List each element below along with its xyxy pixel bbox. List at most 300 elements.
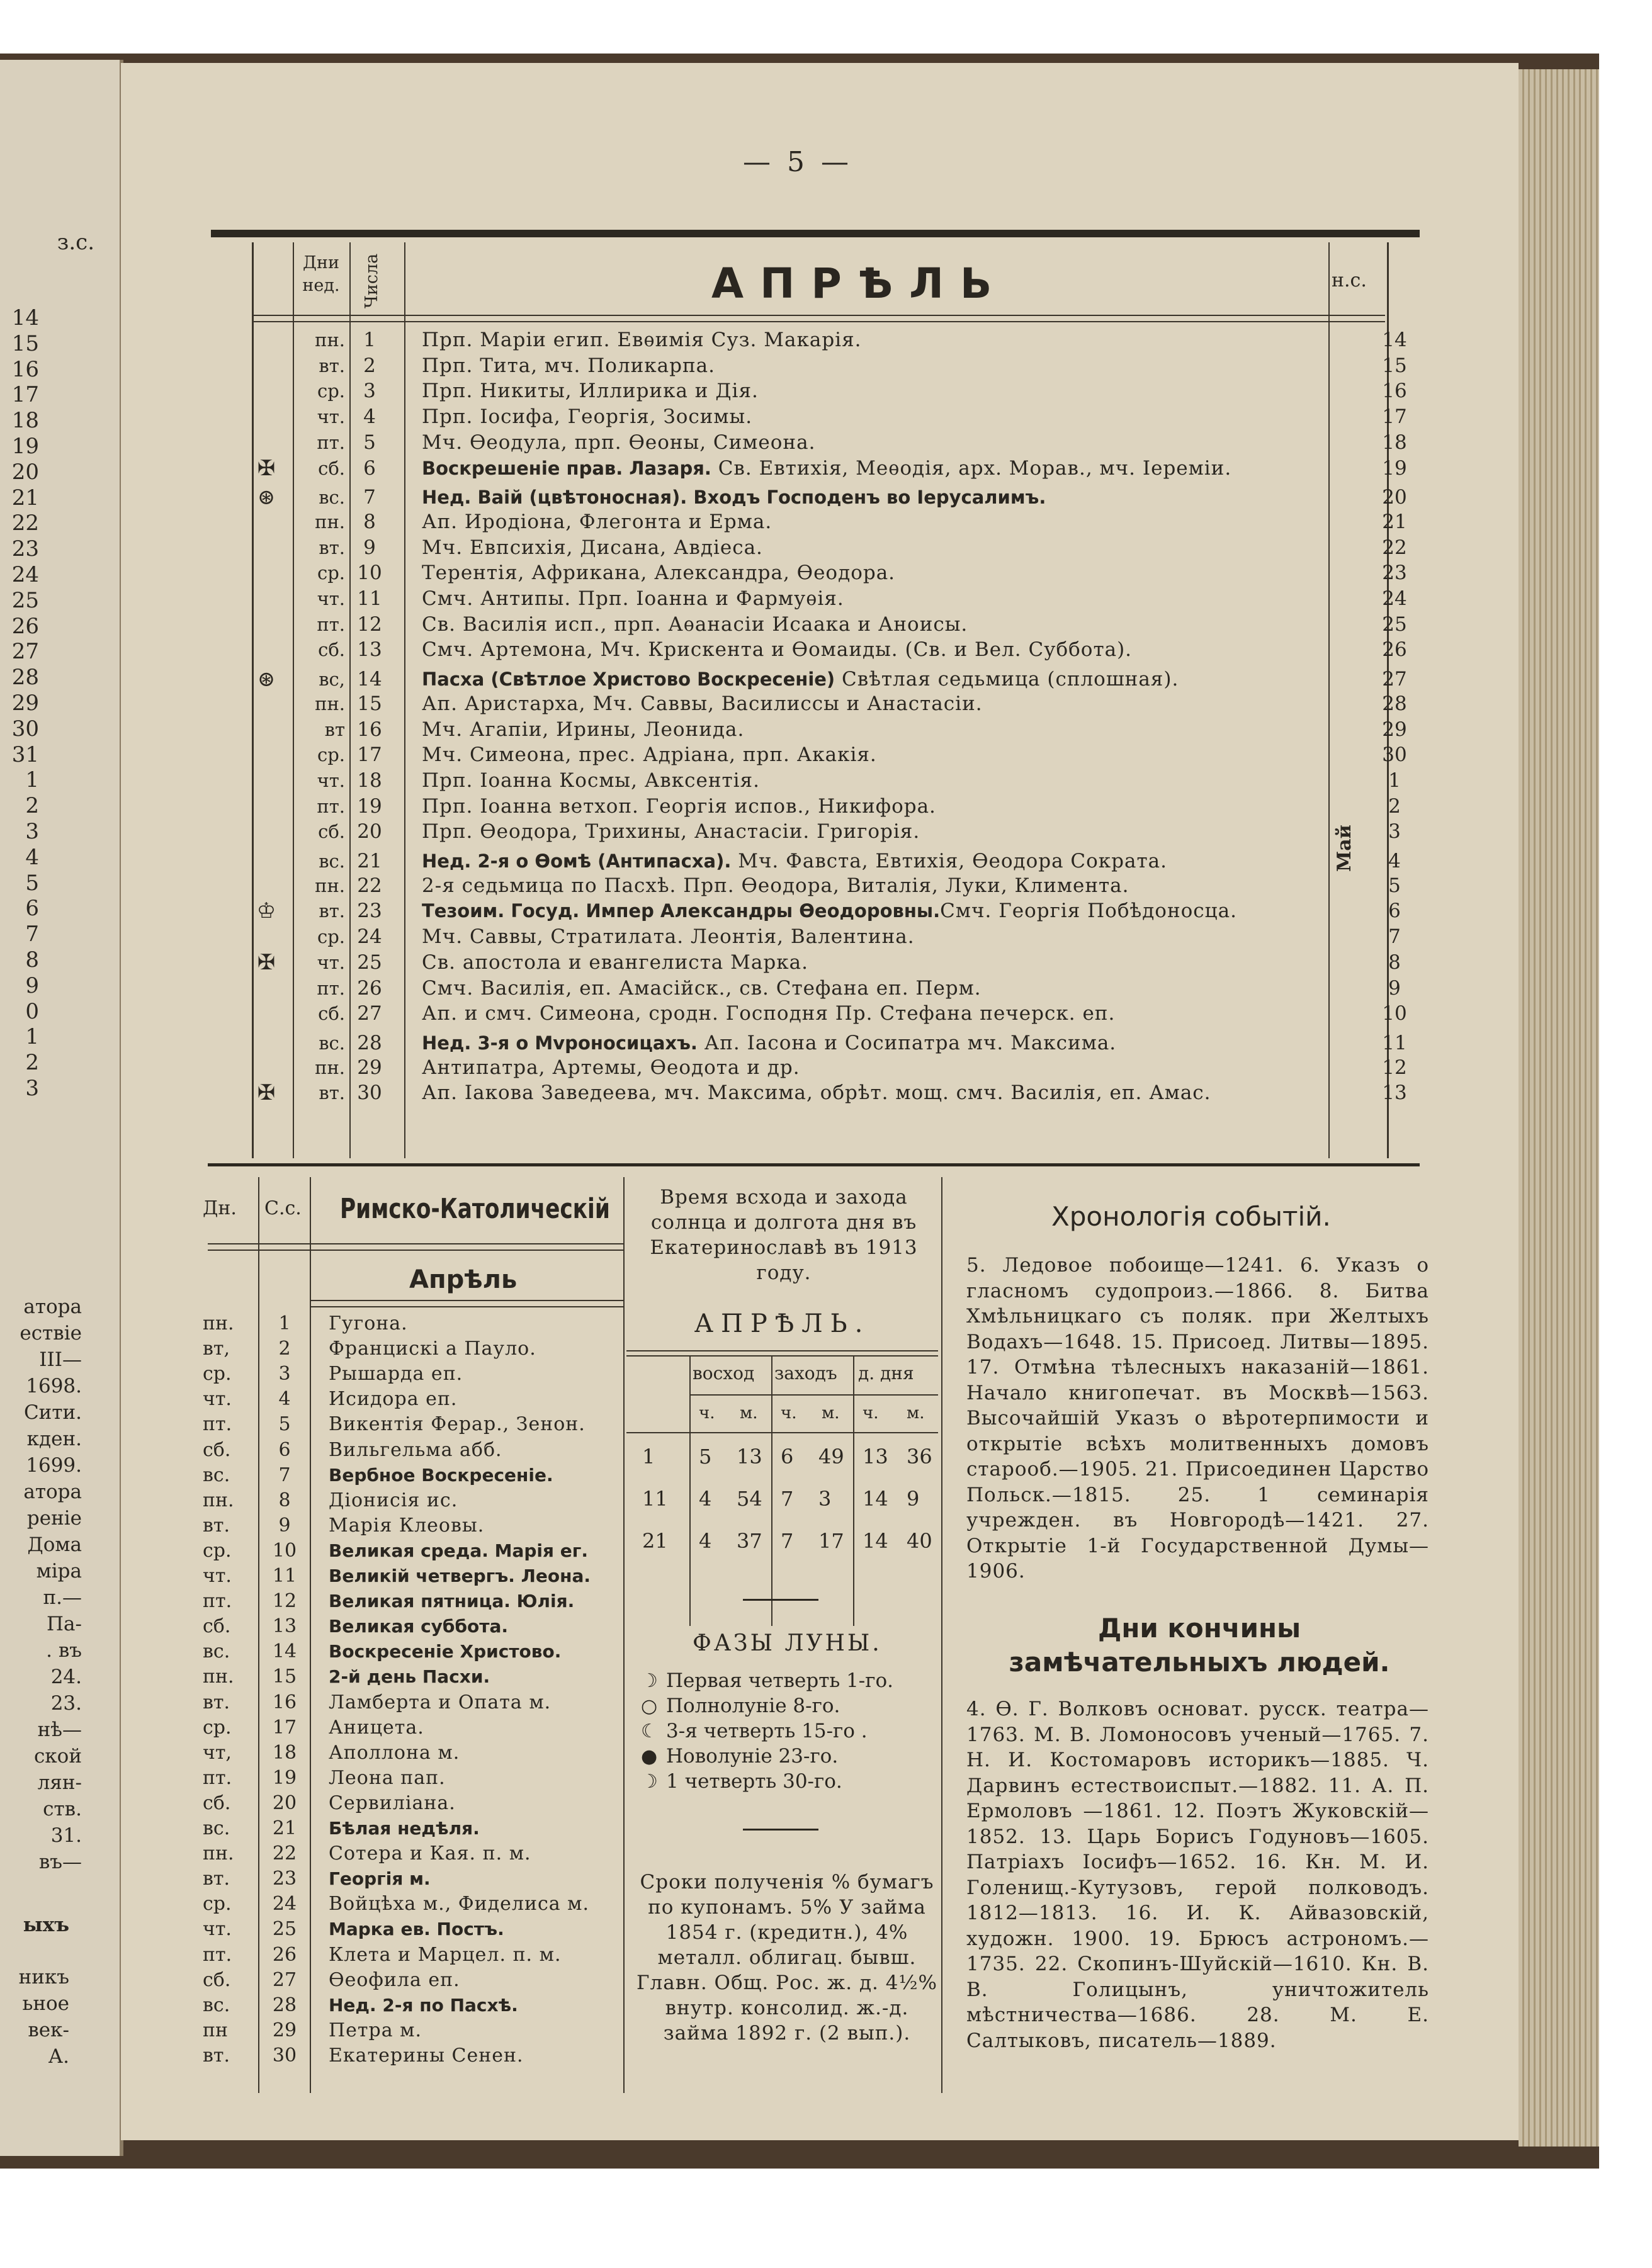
catholic-weekday: вт. bbox=[203, 1691, 230, 1713]
left-page-line: 9 bbox=[25, 973, 39, 998]
catholic-weekday: пт. bbox=[203, 1413, 232, 1436]
sun-value: 1 bbox=[642, 1445, 655, 1469]
catholic-row bbox=[203, 1715, 621, 1740]
left-page-line: лян- bbox=[37, 1771, 82, 1794]
weekday: пн. bbox=[315, 1056, 345, 1078]
new-style-date: 30 bbox=[1382, 743, 1407, 767]
left-page-line: 31 bbox=[11, 742, 39, 767]
catholic-day: 10 bbox=[272, 1539, 297, 1562]
catholic-row bbox=[203, 1614, 621, 1639]
saints-list: Мч. Фавста, Евтихія, Ѳеодора Сократа. bbox=[731, 850, 1167, 872]
may-label: Май bbox=[1333, 825, 1355, 872]
catholic-row bbox=[203, 1816, 621, 1841]
left-page-line: Дома bbox=[27, 1533, 82, 1556]
day-number: 14 bbox=[357, 668, 382, 691]
catholic-weekday: вс. bbox=[203, 1817, 230, 1839]
left-page-line: ской bbox=[33, 1745, 82, 1768]
new-style-date: 8 bbox=[1388, 951, 1401, 974]
saints-list: Смч. Артемона, Мч. Крискента и Ѳомаиды. (Св. и Вел. Суббота). bbox=[422, 638, 1133, 662]
catholic-day: 20 bbox=[272, 1791, 297, 1814]
catholic-saint: Аполлона м. bbox=[329, 1741, 460, 1764]
left-page-line: 30 bbox=[11, 716, 39, 742]
left-page-line: ьное bbox=[22, 1992, 69, 2015]
saints-list: Смч. Георгія Побѣдоносца. bbox=[940, 900, 1237, 923]
left-page-line: реніе bbox=[26, 1507, 82, 1530]
catholic-saint: Леона пап. bbox=[329, 1766, 446, 1789]
catholic-day: 6 bbox=[278, 1438, 291, 1461]
day-number: 6 bbox=[363, 456, 376, 480]
day-number: 12 bbox=[357, 612, 382, 636]
catholic-weekday: вс. bbox=[203, 1640, 230, 1663]
catholic-header-divider bbox=[310, 1300, 623, 1301]
left-page-line: 15 bbox=[11, 330, 39, 356]
new-style-date: 18 bbox=[1382, 431, 1407, 454]
moon-phase-icon: ☽ bbox=[641, 1771, 658, 1793]
weekday: вс. bbox=[319, 850, 345, 872]
saints-list: Ап. и смч. Симеона, сродн. Господня Пр. Стефана печерск. еп. bbox=[422, 1002, 1116, 1025]
day-number: 1 bbox=[363, 329, 376, 351]
left-page-header: з.с. bbox=[57, 230, 94, 255]
new-style-date: 3 bbox=[1388, 820, 1401, 843]
left-page-line: 27 bbox=[11, 639, 39, 665]
saints-list: Св. Василія исп., прп. Аѳанасіи Исаака и Аноисы. bbox=[422, 612, 968, 636]
left-page-line: 3 bbox=[25, 818, 39, 844]
catholic-weekday: вт. bbox=[203, 1868, 230, 1890]
left-page-line: никъ bbox=[18, 1966, 69, 1989]
sun-value: 7 bbox=[781, 1487, 794, 1511]
catholic-row bbox=[203, 2043, 621, 2068]
saints-list: Мч. Ѳеодула, прп. Ѳеоны, Симеона. bbox=[422, 431, 816, 454]
day-number: 13 bbox=[357, 638, 382, 662]
catholic-weekday: пт. bbox=[203, 1590, 232, 1613]
catholic-day: 17 bbox=[272, 1716, 297, 1739]
day-number: 23 bbox=[357, 900, 382, 923]
moon-phase-icon: ☾ bbox=[641, 1720, 658, 1742]
top-rule bbox=[211, 230, 1420, 237]
day-length-header: д. дня bbox=[858, 1363, 914, 1384]
saints-list: Свѣтлая седьмица (сплошная). bbox=[835, 668, 1179, 691]
weekday: чт. bbox=[317, 588, 345, 609]
left-page-line: 20 bbox=[11, 459, 39, 485]
new-style-date: 1 bbox=[1388, 769, 1401, 792]
new-style-date: 4 bbox=[1388, 850, 1401, 872]
day-number: 20 bbox=[357, 820, 382, 843]
catholic-row bbox=[203, 1664, 621, 1690]
catholic-day: 4 bbox=[278, 1388, 291, 1411]
catholic-day: 7 bbox=[278, 1464, 291, 1486]
catholic-saint: Вильгельма абб. bbox=[329, 1438, 502, 1461]
left-page-line: 18 bbox=[11, 408, 39, 434]
sunset-header: заходъ bbox=[774, 1363, 837, 1384]
catholic-day: 27 bbox=[272, 1968, 297, 1991]
catholic-weekday: сб. bbox=[203, 1615, 231, 1638]
left-page-line: 3 bbox=[25, 1075, 39, 1101]
sun-value: 17 bbox=[818, 1529, 844, 1553]
catholic-weekday: чт. bbox=[203, 1565, 232, 1587]
sun-value: 36 bbox=[907, 1445, 932, 1469]
catholic-day: 25 bbox=[272, 1918, 297, 1941]
catholic-row bbox=[203, 1438, 621, 1463]
day-number: 18 bbox=[357, 769, 382, 792]
left-page-line: 1 bbox=[25, 767, 39, 793]
catholic-date-header: С.с. bbox=[264, 1197, 302, 1219]
catholic-row bbox=[203, 1362, 621, 1387]
days-of-week-header: Дни нед. bbox=[302, 253, 340, 295]
moon-phase bbox=[641, 1769, 842, 1794]
moon-phase bbox=[641, 1718, 868, 1744]
catholic-day: 8 bbox=[278, 1489, 291, 1511]
left-page-line: 29 bbox=[11, 690, 39, 716]
catholic-day: 13 bbox=[272, 1615, 297, 1638]
day-number: 29 bbox=[357, 1056, 382, 1079]
left-page-line: 1698. bbox=[26, 1375, 82, 1397]
new-style-date: 23 bbox=[1382, 561, 1407, 585]
hours-label: ч. bbox=[699, 1404, 715, 1423]
left-page-line: 21 bbox=[11, 485, 39, 511]
catholic-saint: Войцѣха м., Фиделиса м. bbox=[329, 1893, 590, 1915]
left-page-line: 5 bbox=[25, 870, 39, 896]
catholic-day: 21 bbox=[272, 1817, 297, 1839]
sun-value: 14 bbox=[863, 1487, 888, 1511]
saints-list: Прп. Іоанна ветхоп. Георгія испов., Никифора. bbox=[422, 794, 936, 818]
left-page-line: 24 bbox=[11, 561, 39, 587]
catholic-day: 2 bbox=[278, 1338, 291, 1360]
catholic-row bbox=[203, 1791, 621, 1816]
weekday: пн. bbox=[315, 329, 345, 351]
new-style-date: 25 bbox=[1382, 612, 1407, 636]
sun-value: 4 bbox=[699, 1487, 712, 1511]
catholic-weekday: сб. bbox=[203, 1968, 231, 1991]
saints-list: Терентія, Африкана, Александра, Ѳеодора. bbox=[422, 561, 896, 585]
catholic-saint: Великая среда. Марія ег. bbox=[329, 1540, 588, 1561]
feast-name: Нед. 3-я о Мvроносицахъ. bbox=[422, 1032, 698, 1054]
sun-column-divider bbox=[941, 1177, 942, 2093]
catholic-row bbox=[203, 1740, 621, 1766]
catholic-weekday: пн. bbox=[203, 1489, 234, 1511]
catholic-day: 15 bbox=[272, 1666, 297, 1688]
catholic-weekday-header: Дн. bbox=[203, 1197, 237, 1219]
weekday: пн. bbox=[315, 692, 345, 714]
sun-value: 11 bbox=[642, 1487, 668, 1511]
catholic-saint: Гугона. bbox=[329, 1312, 408, 1334]
catholic-row bbox=[203, 1841, 621, 1866]
catholic-row bbox=[203, 1387, 621, 1412]
catholic-weekday: сб. bbox=[203, 1438, 231, 1461]
catholic-row bbox=[203, 1538, 621, 1564]
new-style-date: 19 bbox=[1382, 456, 1407, 480]
moon-phase bbox=[641, 1744, 838, 1769]
catholic-row bbox=[203, 1589, 621, 1614]
new-style-date: 15 bbox=[1382, 354, 1407, 377]
day-number: 8 bbox=[363, 510, 376, 533]
table-column-divider bbox=[293, 242, 294, 1158]
feast-name: Воскрешеніе прав. Лазаря. bbox=[422, 457, 711, 479]
catholic-day: 26 bbox=[272, 1943, 297, 1966]
saints-list: Прп. Ѳеодора, Трихины, Анастасіи. Григорія. bbox=[422, 820, 920, 843]
catholic-saint: Исидора еп. bbox=[329, 1388, 458, 1411]
new-style-date: 29 bbox=[1382, 718, 1407, 741]
catholic-weekday: сб. bbox=[203, 1791, 231, 1814]
feast-name: Тезоим. Госуд. Импер Александры Ѳеодоровны. bbox=[422, 900, 941, 922]
catholic-weekday: чт. bbox=[203, 1918, 232, 1941]
new-style-date: 20 bbox=[1382, 486, 1407, 509]
sunrise-header: восход bbox=[693, 1363, 755, 1384]
weekday: ср. bbox=[317, 744, 345, 766]
saints-list: Ап. Иродіона, Флегонта и Ерма. bbox=[422, 510, 772, 533]
catholic-weekday: чт. bbox=[203, 1388, 232, 1411]
left-page-line: 28 bbox=[11, 665, 39, 691]
catholic-weekday: вт, bbox=[203, 1338, 230, 1360]
new-style-date: 17 bbox=[1382, 405, 1407, 429]
left-page-line: Сити. bbox=[23, 1401, 82, 1424]
moon-phase-text: 1 четверть 30-го. bbox=[666, 1770, 842, 1793]
catholic-weekday: вс. bbox=[203, 1994, 230, 2016]
catholic-saint: Францискі а Пауло. bbox=[329, 1338, 536, 1360]
sun-value: 40 bbox=[907, 1529, 932, 1553]
feast-name: Нед. 2-я о Ѳомѣ (Антипасха). bbox=[422, 850, 732, 872]
sun-value: 7 bbox=[781, 1529, 794, 1553]
left-page-line: III— bbox=[39, 1348, 82, 1371]
catholic-row bbox=[203, 1463, 621, 1488]
feast-symbol-icon: ♔ bbox=[256, 898, 276, 924]
catholic-weekday: вс. bbox=[203, 1464, 230, 1486]
weekday: вт bbox=[324, 718, 345, 740]
weekday: чт. bbox=[317, 406, 345, 428]
day-number: 19 bbox=[357, 794, 382, 818]
sun-value: 13 bbox=[863, 1445, 888, 1469]
saints-list: Ап. Іасона и Сосипатра мч. Максима. bbox=[697, 1031, 1117, 1054]
day-number: 24 bbox=[357, 925, 382, 949]
catholic-weekday: пн. bbox=[203, 1842, 234, 1865]
catholic-day: 3 bbox=[278, 1363, 291, 1385]
day-number: 5 bbox=[363, 431, 376, 454]
new-style-date: 9 bbox=[1388, 976, 1401, 1000]
left-page-line: 4 bbox=[25, 844, 39, 870]
minutes-label: м. bbox=[822, 1404, 840, 1423]
weekday: вс, bbox=[319, 669, 345, 691]
new-style-date: 14 bbox=[1382, 329, 1407, 351]
catholic-row bbox=[203, 2018, 621, 2043]
catholic-saint: Аницета. bbox=[329, 1716, 424, 1739]
catholic-row bbox=[203, 1564, 621, 1589]
left-page-line: 1699. bbox=[26, 1454, 82, 1477]
divider-dash bbox=[743, 1829, 818, 1831]
catholic-month: Апрѣль bbox=[409, 1265, 518, 1294]
catholic-saint: Марія Клеовы. bbox=[329, 1514, 485, 1537]
chronology-title: Хронологія событій. bbox=[1051, 1201, 1331, 1232]
catholic-day: 18 bbox=[272, 1741, 297, 1764]
catholic-saint: Великая пятница. Юлія. bbox=[329, 1591, 575, 1612]
sun-table-intro: Время всхода и захода солнца и долгота дня въ Екатеринославѣ въ 1913 году. bbox=[650, 1186, 918, 1284]
catholic-day: 22 bbox=[272, 1842, 297, 1865]
catholic-saint: Петра м. bbox=[329, 2019, 422, 2041]
feast-name: Нед. Ваій (цвѣтоносная). Входъ Господенъ во Іерусалимъ. bbox=[422, 487, 1046, 509]
feast-symbol-icon: ✠ bbox=[257, 455, 276, 481]
catholic-saint: Ламберта и Опата м. bbox=[329, 1691, 552, 1713]
left-page-line: нѣ— bbox=[37, 1718, 82, 1741]
feast-symbol-icon: ⊛ bbox=[257, 485, 276, 511]
month-title: АПРѢЛЬ bbox=[711, 259, 1009, 308]
left-page-line: 25 bbox=[11, 587, 39, 613]
left-page-line: 0 bbox=[25, 998, 39, 1024]
catholic-saint: Вербное Воскресеніе. bbox=[329, 1464, 553, 1486]
left-page-numbers bbox=[0, 305, 45, 1102]
new-style-date: 2 bbox=[1388, 794, 1401, 818]
minutes-label: м. bbox=[740, 1404, 758, 1423]
weekday: вт. bbox=[319, 536, 345, 558]
day-number: 21 bbox=[357, 850, 382, 872]
day-number: 30 bbox=[357, 1081, 382, 1105]
catholic-row bbox=[203, 1513, 621, 1538]
catholic-row bbox=[203, 1866, 621, 1892]
moon-phase-text: Новолуніе 23-го. bbox=[666, 1745, 839, 1768]
catholic-saint: Великая суббота. bbox=[329, 1616, 509, 1637]
feast-symbol-icon: ✠ bbox=[257, 1080, 276, 1106]
left-page-line: атора bbox=[23, 1481, 82, 1503]
day-number: 25 bbox=[357, 951, 382, 974]
weekday: чт. bbox=[317, 769, 345, 791]
weekday: чт. bbox=[317, 951, 345, 973]
left-page-line: 8 bbox=[25, 947, 39, 973]
new-style-date: 28 bbox=[1382, 692, 1407, 715]
left-page-line: 16 bbox=[11, 356, 39, 382]
sun-value: 4 bbox=[699, 1529, 712, 1553]
sun-value: 37 bbox=[737, 1529, 762, 1553]
catholic-weekday: пт. bbox=[203, 1766, 232, 1789]
hours-label: ч. bbox=[863, 1404, 879, 1423]
new-style-date: 7 bbox=[1388, 925, 1401, 949]
left-page-line: 19 bbox=[11, 433, 39, 459]
left-page-line: 31. bbox=[50, 1824, 82, 1847]
new-style-date: 11 bbox=[1382, 1031, 1407, 1054]
catholic-row bbox=[203, 1488, 621, 1513]
table-header-divider bbox=[252, 321, 1385, 322]
moon-phases-title: ФАЗЫ ЛУНЫ. bbox=[693, 1630, 882, 1656]
day-number: 9 bbox=[363, 536, 376, 559]
new-style-date: 22 bbox=[1382, 536, 1407, 559]
day-number: 15 bbox=[357, 692, 382, 715]
catholic-day: 16 bbox=[272, 1691, 297, 1713]
catholic-weekday: чт, bbox=[203, 1741, 232, 1764]
catholic-weekday: пн. bbox=[203, 1312, 234, 1334]
deaths-title: Дни кончины замѣчательныхъ людей. bbox=[1009, 1613, 1390, 1678]
catholic-row bbox=[203, 1639, 621, 1664]
left-page-line: 7 bbox=[25, 922, 39, 947]
sun-value: 3 bbox=[818, 1487, 832, 1511]
left-page-line: 1 bbox=[25, 1024, 39, 1050]
catholic-day: 29 bbox=[272, 2019, 297, 2041]
left-page-misc-fragments bbox=[0, 1964, 69, 2070]
day-number: 27 bbox=[357, 1002, 382, 1025]
left-page-text-fragments bbox=[0, 1294, 82, 1875]
left-page-line: 2 bbox=[25, 793, 39, 819]
catholic-saint: Ѳеофила еп. bbox=[329, 1968, 460, 1991]
left-page-line: 6 bbox=[25, 896, 39, 922]
saints-list: Прп. Маріи егип. Евѳимія Суз. Макарія. bbox=[422, 329, 862, 351]
left-page-line: Па- bbox=[47, 1613, 82, 1635]
catholic-day: 24 bbox=[272, 1893, 297, 1915]
catholic-row bbox=[203, 1968, 621, 1993]
weekday: пт. bbox=[317, 977, 345, 999]
sun-value: 5 bbox=[699, 1445, 712, 1469]
catholic-saint: Сотера и Кая. п. м. bbox=[329, 1842, 531, 1865]
sun-table-caption: АПРѢЛЬ. bbox=[694, 1309, 871, 1338]
catholic-weekday: пт. bbox=[203, 1943, 232, 1966]
weekday: вт. bbox=[319, 1082, 345, 1104]
catholic-title: Римско-Католическій bbox=[340, 1193, 610, 1225]
new-style-date: 24 bbox=[1382, 587, 1407, 610]
day-number: 22 bbox=[357, 874, 382, 897]
catholic-row bbox=[203, 1766, 621, 1791]
catholic-weekday: пн. bbox=[203, 1666, 234, 1688]
weekday: ср. bbox=[317, 926, 345, 948]
catholic-day: 30 bbox=[272, 2044, 297, 2067]
saints-list: Мч. Саввы, Стратилата. Леонтія, Валентина. bbox=[422, 925, 915, 949]
day-number: 16 bbox=[357, 718, 382, 741]
saints-list: Ап. Аристарха, Мч. Саввы, Василиссы и Анастасіи. bbox=[422, 692, 983, 715]
catholic-row bbox=[203, 1336, 621, 1362]
catholic-header-divider bbox=[310, 1306, 623, 1307]
weekday: вс. bbox=[319, 1032, 345, 1054]
sun-value: 21 bbox=[642, 1529, 668, 1553]
minutes-label: м. bbox=[907, 1404, 925, 1423]
weekday: ср. bbox=[317, 380, 345, 402]
catholic-saint: Викентія Ферар., Зенон. bbox=[329, 1413, 586, 1436]
day-number: 4 bbox=[363, 405, 376, 429]
left-page-line: век- bbox=[28, 2019, 69, 2041]
day-number: 2 bbox=[363, 354, 376, 377]
catholic-saint: Екатерины Сенен. bbox=[329, 2044, 524, 2067]
coupon-dates: Сроки полученія % бумагъ по купонамъ. 5% У займа 1854 г. (кредитн.), 4% металл. облигац. бывш. Главн. Общ. Рос. ж. д. 4½% внутр. консолид. ж.-д. займа 1892 г. (2 вып.). bbox=[636, 1871, 937, 2045]
table-header-divider bbox=[252, 315, 1385, 316]
dates-header: Числа bbox=[362, 253, 382, 308]
saints-list: Св. Евтихія, Меѳодія, арх. Морав., мч. Іереміи. bbox=[711, 456, 1232, 480]
left-page-line: . въ bbox=[46, 1639, 82, 1662]
deaths-text: 4. Ѳ. Г. Волковъ основат. русск. театра—1763. М. В. Ломоносовъ ученый—1765. 7. Н. И. Костомаровъ историкъ—1885. Ч. Дарвинъ естествоиспыт.—1882. 11. А. П. Ермоловъ —1861. 12. Поэтъ Жуковскій—1852. 13. Царь Борисъ Годуновъ—1605. Патріахъ Іосифъ—1652. 16. Кн. М. И. Голенищ.-Кутузовъ, герой полководъ. 1812—1813. 16. И. К. Айвазовскій, художн. 1900. 19. Брюсъ астрономъ.—1735. 22. Скопинъ-Шуйскій—1610. Кн. В. В. Голицынъ, уничтожитель мѣстничества—1686. 28. М. Е. Салтыковъ, писатель—1889. bbox=[966, 1698, 1429, 2052]
divider-dash bbox=[743, 1599, 818, 1601]
sun-value: 6 bbox=[781, 1445, 794, 1469]
moon-phase-icon: ● bbox=[641, 1746, 658, 1768]
left-page-line: ествіе bbox=[20, 1322, 82, 1345]
weekday: пт. bbox=[317, 795, 345, 817]
middle-rule bbox=[208, 1163, 1420, 1166]
weekday: сб. bbox=[318, 821, 345, 843]
day-number: 11 bbox=[357, 587, 382, 610]
saints-list: Мч. Симеона, прес. Адріана, прп. Акакія. bbox=[422, 743, 877, 767]
catholic-weekday: ср. bbox=[203, 1539, 232, 1562]
page-number: — 5 — bbox=[743, 146, 852, 178]
moon-phase bbox=[641, 1668, 893, 1693]
left-page-heading-fragment: ыхъ bbox=[23, 1914, 69, 1936]
saints-list: Прп. Тита, мч. Поликарпа. bbox=[422, 354, 715, 377]
catholic-saint: Клета и Марцел. п. м. bbox=[329, 1943, 562, 1966]
left-page-line: 14 bbox=[11, 305, 39, 330]
new-style-date: 16 bbox=[1382, 380, 1407, 403]
saints-list: Св. апостола и евангелиста Марка. bbox=[422, 951, 808, 974]
sun-value: 9 bbox=[907, 1487, 920, 1511]
catholic-day: 28 bbox=[272, 1994, 297, 2016]
catholic-saint: Діонисія ис. bbox=[329, 1489, 458, 1511]
feast-symbol-icon: ✠ bbox=[257, 949, 276, 975]
catholic-row bbox=[203, 1943, 621, 1968]
chronology-text: 5. Ледовое побоище—1241. 6. Указъ о гласномъ судопроиз.—1866. 8. Битва Хмѣльницкаго съ поляк. при Желтыхъ Водахъ—1648. 15. Присоед. Литвы—1895. 17. Отмѣна тѣлесныхъ наказаній—1861. Начало книгопечат. въ Москвѣ—1563. Высочайшій Указъ о вѣротерпимости и открытіе всѣхъ молитвенныхъ домовъ старооб.—1905. 21. Присоединен Царство Польск.—1815. 25. 1 семинарія учрежден. въ Новгородѣ—1421. 27. Открытіе 1-й Государственной Думы—1906. bbox=[966, 1254, 1429, 1583]
catholic-row bbox=[203, 1993, 621, 2018]
new-style-date: 27 bbox=[1382, 668, 1407, 691]
saints-list: Ап. Іакова Заведеева, мч. Максима, обрѣт. мощ. смч. Василія, еп. Амас. bbox=[422, 1081, 1211, 1105]
hours-label: ч. bbox=[781, 1404, 797, 1423]
catholic-day: 23 bbox=[272, 1868, 297, 1890]
new-style-header: н.с. bbox=[1332, 269, 1367, 291]
